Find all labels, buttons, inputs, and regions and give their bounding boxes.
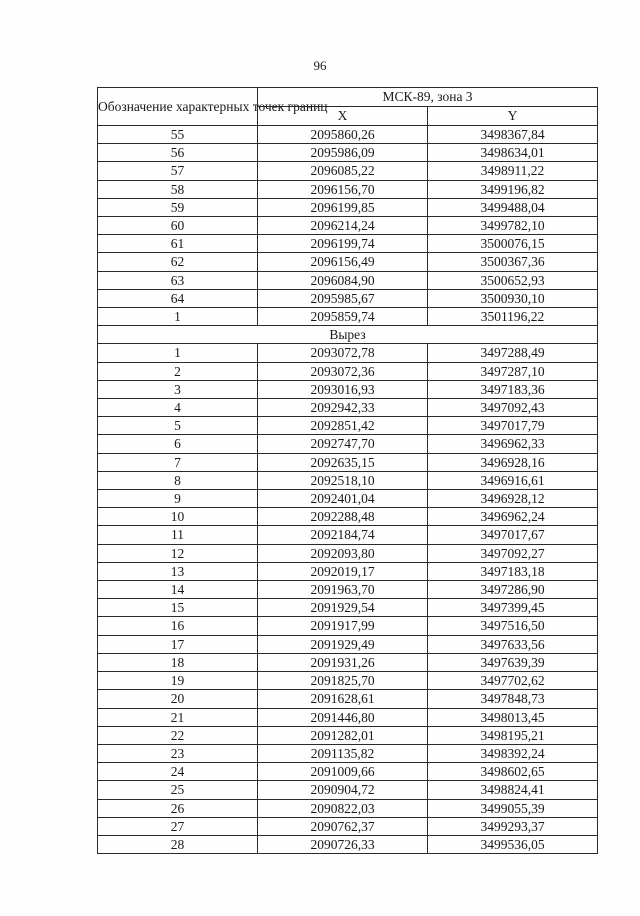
table-row — [98, 763, 598, 781]
point-number: 22 — [98, 726, 258, 744]
x-coordinate: 2091929,49 — [258, 635, 428, 653]
table-row — [98, 417, 598, 435]
point-number: 7 — [98, 453, 258, 471]
x-coordinate: 2096085,22 — [258, 162, 428, 180]
point-number: 13 — [98, 562, 258, 580]
y-coordinate: 3497639,39 — [428, 653, 598, 671]
x-coordinate: 2092401,04 — [258, 490, 428, 508]
x-coordinate: 2091917,99 — [258, 617, 428, 635]
x-coordinate: 2091446,80 — [258, 708, 428, 726]
point-number: 58 — [98, 180, 258, 198]
x-coordinate: 2096156,49 — [258, 253, 428, 271]
table-body-main — [98, 126, 598, 326]
x-coordinate: 2096214,24 — [258, 217, 428, 235]
x-coordinate: 2090762,37 — [258, 817, 428, 835]
section-row — [98, 326, 598, 344]
point-number: 25 — [98, 781, 258, 799]
y-coordinate: 3498602,65 — [428, 763, 598, 781]
point-number: 57 — [98, 162, 258, 180]
point-number: 17 — [98, 635, 258, 653]
y-coordinate: 3496916,61 — [428, 471, 598, 489]
table-row — [98, 617, 598, 635]
x-coordinate: 2092019,17 — [258, 562, 428, 580]
point-number: 5 — [98, 417, 258, 435]
point-number: 9 — [98, 490, 258, 508]
x-coordinate: 2091931,26 — [258, 653, 428, 671]
x-coordinate: 2091009,66 — [258, 763, 428, 781]
table-header — [98, 88, 598, 126]
x-coordinate: 2095859,74 — [258, 308, 428, 326]
table-row — [98, 253, 598, 271]
table-row — [98, 544, 598, 562]
y-coordinate: 3498392,24 — [428, 744, 598, 762]
y-coordinate: 3499536,05 — [428, 835, 598, 853]
header-x: X — [258, 107, 428, 126]
x-coordinate: 2091963,70 — [258, 581, 428, 599]
table-row — [98, 690, 598, 708]
point-number: 24 — [98, 763, 258, 781]
point-number: 18 — [98, 653, 258, 671]
table-row — [98, 835, 598, 853]
table-row — [98, 399, 598, 417]
page-number: 96 — [313, 58, 327, 73]
table-row — [98, 562, 598, 580]
y-coordinate: 3497092,27 — [428, 544, 598, 562]
point-number: 12 — [98, 544, 258, 562]
header-coordinate-system: МСК-89, зона 3 — [258, 88, 598, 107]
x-coordinate: 2092747,70 — [258, 435, 428, 453]
y-coordinate: 3500076,15 — [428, 235, 598, 253]
point-number: 16 — [98, 617, 258, 635]
x-coordinate: 2090726,33 — [258, 835, 428, 853]
point-number: 11 — [98, 526, 258, 544]
table-row — [98, 144, 598, 162]
section-label: Вырез — [98, 326, 598, 344]
y-coordinate: 3498634,01 — [428, 144, 598, 162]
y-coordinate: 3497286,90 — [428, 581, 598, 599]
y-coordinate: 3499196,82 — [428, 180, 598, 198]
table-row — [98, 344, 598, 362]
table-row — [98, 508, 598, 526]
header-y: Y — [428, 107, 598, 126]
x-coordinate: 2092942,33 — [258, 399, 428, 417]
y-coordinate: 3497092,43 — [428, 399, 598, 417]
x-coordinate: 2091929,54 — [258, 599, 428, 617]
table-row — [98, 653, 598, 671]
point-number: 6 — [98, 435, 258, 453]
point-number: 3 — [98, 380, 258, 398]
point-number: 1 — [98, 344, 258, 362]
point-number: 55 — [98, 126, 258, 144]
x-coordinate: 2096156,70 — [258, 180, 428, 198]
table-row — [98, 599, 598, 617]
table-row — [98, 471, 598, 489]
y-coordinate: 3499055,39 — [428, 799, 598, 817]
y-coordinate: 3496962,33 — [428, 435, 598, 453]
point-number: 4 — [98, 399, 258, 417]
point-number: 60 — [98, 217, 258, 235]
table-row — [98, 271, 598, 289]
coordinates-table — [97, 87, 598, 854]
table-row — [98, 126, 598, 144]
y-coordinate: 3497848,73 — [428, 690, 598, 708]
table-row — [98, 708, 598, 726]
point-number: 23 — [98, 744, 258, 762]
x-coordinate: 2092288,48 — [258, 508, 428, 526]
table-row — [98, 744, 598, 762]
y-coordinate: 3498824,41 — [428, 781, 598, 799]
table-row — [98, 726, 598, 744]
x-coordinate: 2092851,42 — [258, 417, 428, 435]
y-coordinate: 3499782,10 — [428, 217, 598, 235]
y-coordinate: 3499488,04 — [428, 198, 598, 216]
y-coordinate: 3496962,24 — [428, 508, 598, 526]
x-coordinate: 2091135,82 — [258, 744, 428, 762]
y-coordinate: 3498911,22 — [428, 162, 598, 180]
table-row — [98, 289, 598, 307]
point-number: 56 — [98, 144, 258, 162]
table-row — [98, 781, 598, 799]
y-coordinate: 3500930,10 — [428, 289, 598, 307]
table-row — [98, 581, 598, 599]
y-coordinate: 3497516,50 — [428, 617, 598, 635]
y-coordinate: 3501196,22 — [428, 308, 598, 326]
table-row — [98, 435, 598, 453]
table-row — [98, 672, 598, 690]
table-row — [98, 235, 598, 253]
x-coordinate: 2090904,72 — [258, 781, 428, 799]
y-coordinate: 3498013,45 — [428, 708, 598, 726]
x-coordinate: 2096199,74 — [258, 235, 428, 253]
x-coordinate: 2093072,36 — [258, 362, 428, 380]
y-coordinate: 3497287,10 — [428, 362, 598, 380]
x-coordinate: 2095986,09 — [258, 144, 428, 162]
point-number: 14 — [98, 581, 258, 599]
y-coordinate: 3498195,21 — [428, 726, 598, 744]
point-number: 15 — [98, 599, 258, 617]
point-number: 8 — [98, 471, 258, 489]
point-number: 19 — [98, 672, 258, 690]
x-coordinate: 2091282,01 — [258, 726, 428, 744]
point-number: 63 — [98, 271, 258, 289]
y-coordinate: 3497017,79 — [428, 417, 598, 435]
y-coordinate: 3498367,84 — [428, 126, 598, 144]
y-coordinate: 3499293,37 — [428, 817, 598, 835]
x-coordinate: 2093016,93 — [258, 380, 428, 398]
table-row — [98, 380, 598, 398]
y-coordinate: 3497183,36 — [428, 380, 598, 398]
table-row — [98, 453, 598, 471]
table-row — [98, 817, 598, 835]
point-number: 20 — [98, 690, 258, 708]
point-number: 62 — [98, 253, 258, 271]
table-row — [98, 217, 598, 235]
x-coordinate: 2096199,85 — [258, 198, 428, 216]
table-body-cut — [98, 344, 598, 854]
x-coordinate: 2095860,26 — [258, 126, 428, 144]
x-coordinate: 2092184,74 — [258, 526, 428, 544]
table-row — [98, 198, 598, 216]
y-coordinate: 3500367,36 — [428, 253, 598, 271]
y-coordinate: 3497017,67 — [428, 526, 598, 544]
y-coordinate: 3497288,49 — [428, 344, 598, 362]
y-coordinate: 3496928,16 — [428, 453, 598, 471]
table-row — [98, 362, 598, 380]
y-coordinate: 3497399,45 — [428, 599, 598, 617]
x-coordinate: 2096084,90 — [258, 271, 428, 289]
table-row — [98, 799, 598, 817]
table-section-cut — [98, 326, 598, 344]
y-coordinate: 3500652,93 — [428, 271, 598, 289]
table-row — [98, 308, 598, 326]
table-row — [98, 162, 598, 180]
point-number: 26 — [98, 799, 258, 817]
x-coordinate: 2091825,70 — [258, 672, 428, 690]
point-number: 64 — [98, 289, 258, 307]
y-coordinate: 3496928,12 — [428, 490, 598, 508]
x-coordinate: 2095985,67 — [258, 289, 428, 307]
point-number: 27 — [98, 817, 258, 835]
table-row — [98, 180, 598, 198]
point-number: 61 — [98, 235, 258, 253]
y-coordinate: 3497702,62 — [428, 672, 598, 690]
x-coordinate: 2092635,15 — [258, 453, 428, 471]
point-number: 59 — [98, 198, 258, 216]
header-designation: Обозначение характерных точек границ — [98, 88, 258, 126]
x-coordinate: 2092093,80 — [258, 544, 428, 562]
table-row — [98, 526, 598, 544]
point-number: 1 — [98, 308, 258, 326]
x-coordinate: 2093072,78 — [258, 344, 428, 362]
point-number: 28 — [98, 835, 258, 853]
x-coordinate: 2091628,61 — [258, 690, 428, 708]
y-coordinate: 3497183,18 — [428, 562, 598, 580]
point-number: 2 — [98, 362, 258, 380]
y-coordinate: 3497633,56 — [428, 635, 598, 653]
x-coordinate: 2090822,03 — [258, 799, 428, 817]
x-coordinate: 2092518,10 — [258, 471, 428, 489]
point-number: 10 — [98, 508, 258, 526]
table-row — [98, 490, 598, 508]
table-row — [98, 635, 598, 653]
point-number: 21 — [98, 708, 258, 726]
